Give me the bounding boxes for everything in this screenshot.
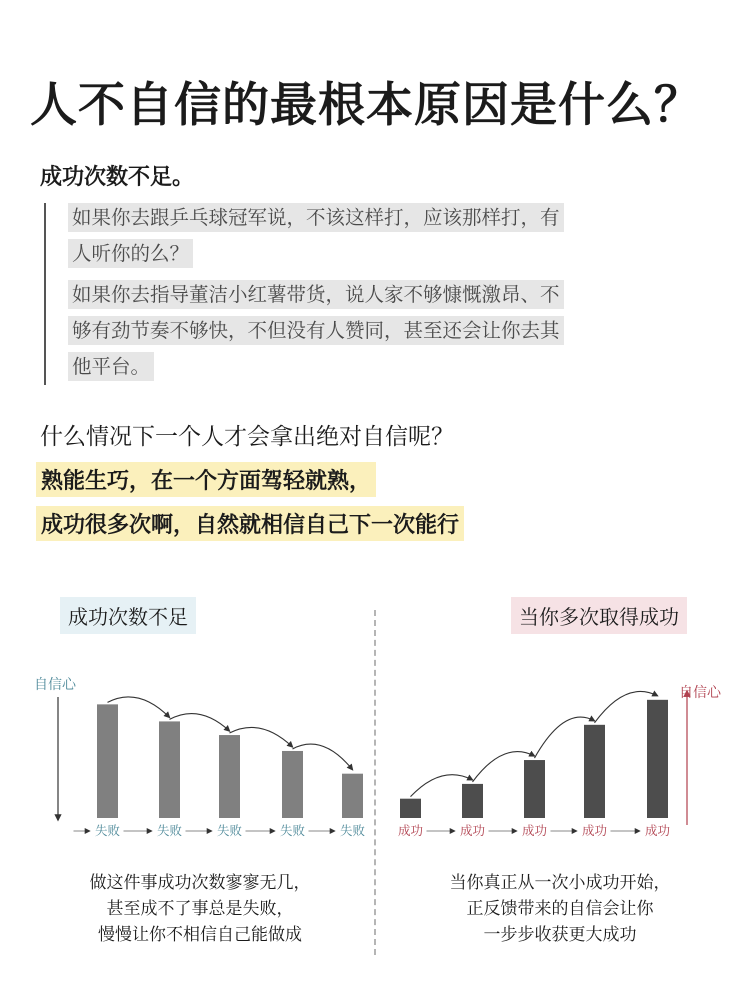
category-label: 成功 bbox=[581, 823, 608, 838]
question-text: 什么情况下一个人才会拿出绝对自信呢？ bbox=[40, 424, 454, 450]
bar bbox=[282, 751, 303, 818]
category-label: 失败 bbox=[279, 823, 306, 838]
y-axis-label: 自信心 bbox=[34, 677, 76, 693]
category-label: 成功 bbox=[397, 823, 424, 838]
highlight-line: 成功很多次啊，自然就相信自己下一次能行 bbox=[36, 506, 464, 541]
page-title: 人不自信的最根本原因是什么？ bbox=[30, 78, 702, 133]
bar bbox=[462, 784, 483, 818]
bar bbox=[219, 735, 240, 818]
caption-line: 做这件事成功次数寥寥无几， bbox=[89, 873, 311, 893]
caption-line: 慢慢让你不相信自己能做成 bbox=[98, 925, 302, 945]
category-label: 失败 bbox=[156, 823, 183, 838]
quote-line: 够有劲节奏不够快，不但没有人赞同，甚至还会让你去其 bbox=[68, 316, 564, 345]
quote-line: 如果你去跟乒乓球冠军说，不该这样打，应该那样打，有 bbox=[68, 203, 564, 232]
panel-divider bbox=[374, 610, 376, 955]
bar bbox=[400, 799, 421, 818]
category-label: 失败 bbox=[216, 823, 243, 838]
left-panel-title: 成功次数不足 bbox=[60, 597, 196, 634]
bar bbox=[524, 760, 545, 818]
right-caption bbox=[395, 870, 725, 948]
y-axis-label: 自信心 bbox=[679, 685, 721, 701]
quote-line: 他平台。 bbox=[68, 352, 154, 381]
quote-line: 如果你去指导董洁小红薯带货，说人家不够慷慨激昂、不 bbox=[68, 280, 564, 309]
category-label: 成功 bbox=[521, 823, 548, 838]
category-label: 成功 bbox=[644, 823, 671, 838]
caption-line: 一步步收获更大成功 bbox=[483, 925, 637, 945]
caption-line: 当你真正从一次小成功开始， bbox=[449, 873, 671, 893]
subtitle: 成功次数不足。 bbox=[40, 165, 195, 190]
bar bbox=[159, 721, 180, 818]
category-label: 失败 bbox=[94, 823, 121, 838]
right-panel-title: 当你多次取得成功 bbox=[511, 597, 687, 634]
decreasing-confidence-chart bbox=[20, 665, 365, 850]
bar bbox=[97, 704, 118, 818]
bar bbox=[647, 700, 668, 818]
caption-line: 甚至成不了事总是失败， bbox=[106, 899, 294, 919]
quote-line: 人听你的么？ bbox=[68, 239, 193, 268]
bar bbox=[584, 725, 605, 818]
category-label: 失败 bbox=[339, 823, 365, 838]
highlight-line: 熟能生巧，在一个方面驾轻就熟， bbox=[36, 462, 376, 497]
category-label: 成功 bbox=[459, 823, 486, 838]
caption-line: 正反馈带来的自信会让你 bbox=[466, 899, 654, 919]
quote-block bbox=[44, 203, 644, 385]
left-caption bbox=[35, 870, 365, 948]
bar bbox=[342, 774, 363, 818]
increasing-confidence-chart bbox=[385, 665, 730, 850]
